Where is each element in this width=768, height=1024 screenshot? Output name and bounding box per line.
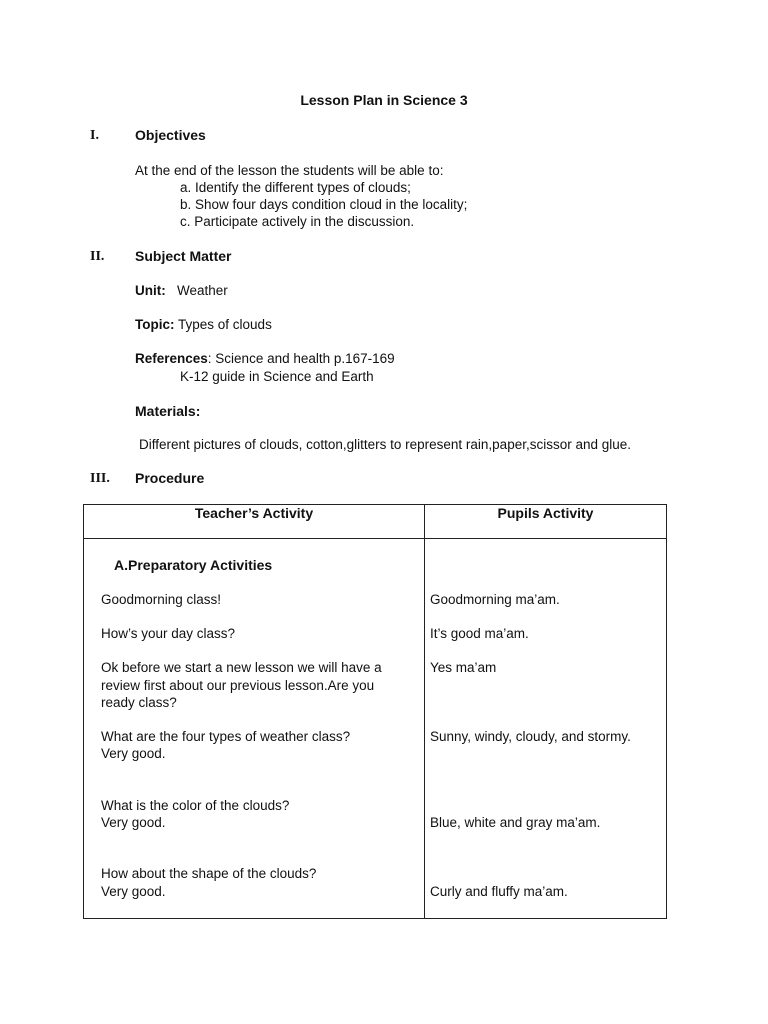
objective-item: c. Participate actively in the discussion. xyxy=(180,214,415,229)
section-numeral-2: II. xyxy=(90,249,105,264)
teacher-line: Very good. xyxy=(101,815,166,830)
section-numeral-3: III. xyxy=(90,471,110,486)
topic-value: Types of clouds xyxy=(178,317,272,332)
teacher-line: Ok before we start a new lesson we will have a xyxy=(101,660,382,675)
unit-value: Weather xyxy=(177,283,228,298)
teacher-activity-cell xyxy=(84,539,425,919)
procedure-table xyxy=(83,504,667,919)
objectives-intro: At the end of the lesson the students will be able to: xyxy=(135,163,444,178)
references-value: : Science and health p.167-169 xyxy=(207,351,395,366)
table-header-row xyxy=(84,505,667,539)
teacher-line: Very good. xyxy=(101,746,166,761)
pupil-line: Blue, white and gray ma’am. xyxy=(430,815,601,830)
section-heading-objectives: Objectives xyxy=(135,127,206,143)
teacher-line: How about the shape of the clouds? xyxy=(101,866,317,881)
preparatory-activities-heading: A.Preparatory Activities xyxy=(114,557,273,573)
pupil-line: Goodmorning ma’am. xyxy=(430,592,560,607)
teacher-line: Goodmorning class! xyxy=(101,592,222,607)
section-numeral-1: I. xyxy=(90,128,99,143)
pupil-line: Sunny, windy, cloudy, and stormy. xyxy=(430,729,631,744)
teacher-line: What are the four types of weather class? xyxy=(101,729,351,744)
topic-label: Topic: xyxy=(135,317,175,332)
teacher-line: What is the color of the clouds? xyxy=(101,798,290,813)
teacher-line: review first about our previous lesson.Are you xyxy=(101,678,375,693)
table-row xyxy=(84,539,667,919)
header-pupils-activity: Pupils Activity xyxy=(425,505,667,539)
page-title: Lesson Plan in Science 3 xyxy=(300,92,468,108)
teacher-line: ready class? xyxy=(101,695,177,710)
section-heading-procedure: Procedure xyxy=(135,470,205,486)
objective-item: b. Show four days condition cloud in the locality; xyxy=(180,197,468,212)
references-label: References xyxy=(135,351,208,366)
references-value-2: K-12 guide in Science and Earth xyxy=(180,369,374,384)
pupil-line: Curly and fluffy ma’am. xyxy=(430,884,568,899)
references-line xyxy=(135,351,395,366)
header-teacher-activity: Teacher’s Activity xyxy=(84,505,425,539)
objective-item: a. Identify the different types of clouds; xyxy=(180,180,411,195)
unit-label: Unit: xyxy=(135,283,166,298)
materials-label: Materials: xyxy=(135,403,201,419)
pupil-line: It’s good ma’am. xyxy=(430,626,529,641)
teacher-line: How’s your day class? xyxy=(101,626,236,641)
pupil-line: Yes ma’am xyxy=(430,660,497,675)
teacher-line: Very good. xyxy=(101,884,166,899)
section-heading-subject-matter: Subject Matter xyxy=(135,248,232,264)
topic-line xyxy=(135,317,272,332)
pupils-activity-cell xyxy=(425,539,667,919)
unit-line xyxy=(135,283,228,298)
materials-value: Different pictures of clouds, cotton,glitters to represent rain,paper,scissor and glue. xyxy=(139,437,632,452)
